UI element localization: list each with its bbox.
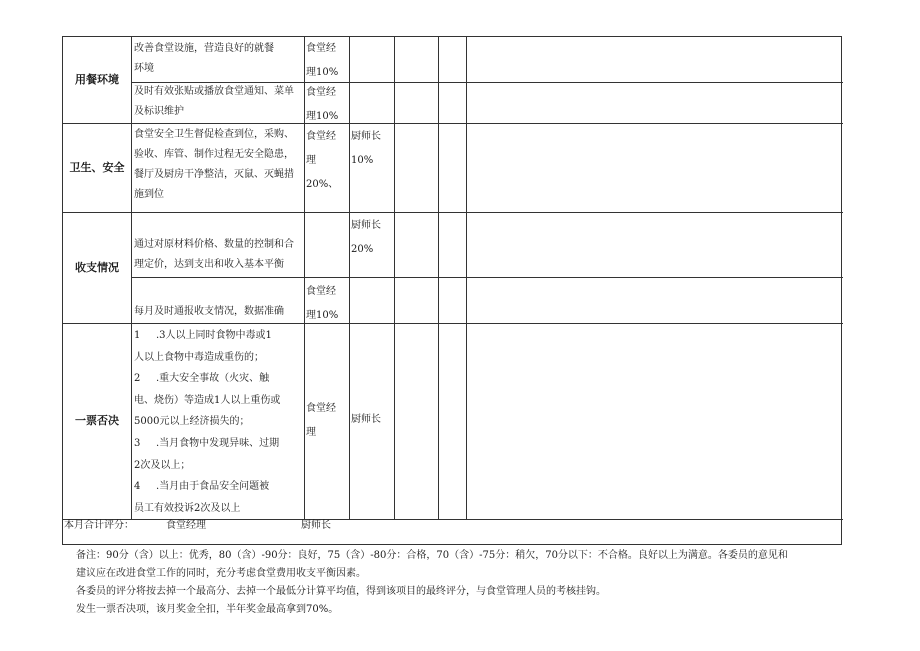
content-cell [133,82,301,122]
content-cell [133,302,301,322]
total-chef: 厨师长 [301,520,331,531]
veto-text: 人以上食物中毒造成重伤的； [134,351,264,363]
veto-text: 电、烧伤）等造成1人以上重伤或 [134,394,281,406]
resp-line: 理 [306,427,316,438]
category-dining: 用餐环境 [75,73,119,86]
veto-line [134,347,301,369]
responsible-cell [305,81,349,129]
content-line: 及时有效张贴或播放食堂通知、菜单 [134,86,294,97]
veto-text: 员工有效投诉2次及以上 [134,502,241,514]
content-cell [133,325,301,519]
resp-line: 厨师长 [351,131,381,142]
veto-text: .当月食物中发现异味、过期 [156,437,280,449]
content-line: 每月及时通报收支情况，数据准确 [134,306,284,317]
content-cell [133,125,301,205]
grid-line [63,212,843,213]
grid-line [466,37,467,519]
category-veto: 一票否决 [75,414,119,427]
responsible-cell [350,408,394,432]
note-line: 备注：90分（含）以上：优秀，80（含）-90分：良好，75（含）-80分：合格，70（含）-75分：稍欠，70分以下：不合格。良好以上为满意。各委员的意见和 [76,550,788,561]
total-label: 本月合计评分： [64,520,134,531]
responsible-cell [350,125,394,173]
content-line: 食堂安全卫生督促检查到位，采购、 [134,129,294,140]
resp-line: 食堂经 [306,403,336,414]
resp-line: 理10% [306,310,339,321]
note-line: 各委员的评分将按去掉一个最高分、去掉一个最低分计算平均值，得到该项目的最终评分，与食堂管理人员的考核挂钩。 [76,586,606,597]
resp-line: 10% [351,155,374,166]
content-cell [133,39,301,79]
veto-text: 5000元以上经济损失的； [134,416,250,428]
content-line: 环境 [134,63,154,74]
content-line: 理定价，达到支出和收入基本平衡 [134,259,284,270]
notes-section [78,547,848,619]
veto-text: .重大安全事故（火灾、触 [156,373,270,385]
content-line: 验收、库管、制作过程无安全隐患， [134,149,294,160]
grid-line [131,277,843,278]
category-hygiene-safety: 卫生、安全 [69,161,125,174]
grid-line [349,37,350,519]
total-row [63,519,843,539]
content-cell [133,235,301,275]
veto-line [134,433,301,455]
resp-line: 理10% [306,67,339,78]
resp-line: 理10% [306,111,339,122]
content-line: 施到位 [134,189,164,200]
veto-text: 2次及以上； [134,459,191,471]
veto-num: 1 [134,330,141,341]
responsible-cell [305,125,349,197]
veto-line [134,498,301,520]
veto-line [134,325,301,347]
resp-line: 厨师长 [351,414,381,425]
total-manager: 食堂经理 [166,520,206,531]
resp-line: 20% [351,244,374,255]
resp-line: 食堂经 [306,131,336,142]
veto-num: 2 [134,373,141,385]
veto-line [134,455,301,477]
veto-text: .3人以上同时食物中毒或1 [156,330,272,341]
content-line: 及标识维护 [134,106,184,117]
veto-num: 4 [134,481,141,493]
veto-num: 3 [134,437,141,449]
grid-line [438,37,439,519]
veto-line [134,390,301,412]
content-line: 改善食堂设施，营造良好的就餐 [134,43,274,54]
evaluation-table [62,36,842,545]
resp-line: 理 [306,155,316,166]
grid-line [63,323,843,324]
resp-line: 20%、 [306,179,339,190]
resp-line: 厨师长 [351,220,381,231]
responsible-cell [305,397,349,445]
veto-line [134,411,301,433]
veto-text: .当月由于食品安全问题被 [156,481,270,493]
grid-line [63,123,843,124]
veto-line [134,476,301,498]
responsible-cell [350,214,394,262]
responsible-cell [305,280,349,328]
responsible-cell [305,37,349,85]
resp-line: 食堂经 [306,286,336,297]
note-line: 建议应在改进食堂工作的同时，充分考虑食堂费用收支平衡因素。 [76,568,366,579]
veto-line [134,368,301,390]
note-line: 发生一票否决项，该月奖金全扣，半年奖金最高拿到70%。 [76,604,339,615]
resp-line: 食堂经 [306,43,336,54]
grid-line [394,37,395,519]
resp-line: 食堂经 [306,87,336,98]
content-line: 通过对原材料价格、数量的控制和合 [134,239,294,250]
grid-line [131,37,132,519]
content-line: 餐厅及厨房干净整洁，灭鼠、灭蝇措 [134,169,294,180]
category-income-expense: 收支情况 [75,261,119,274]
